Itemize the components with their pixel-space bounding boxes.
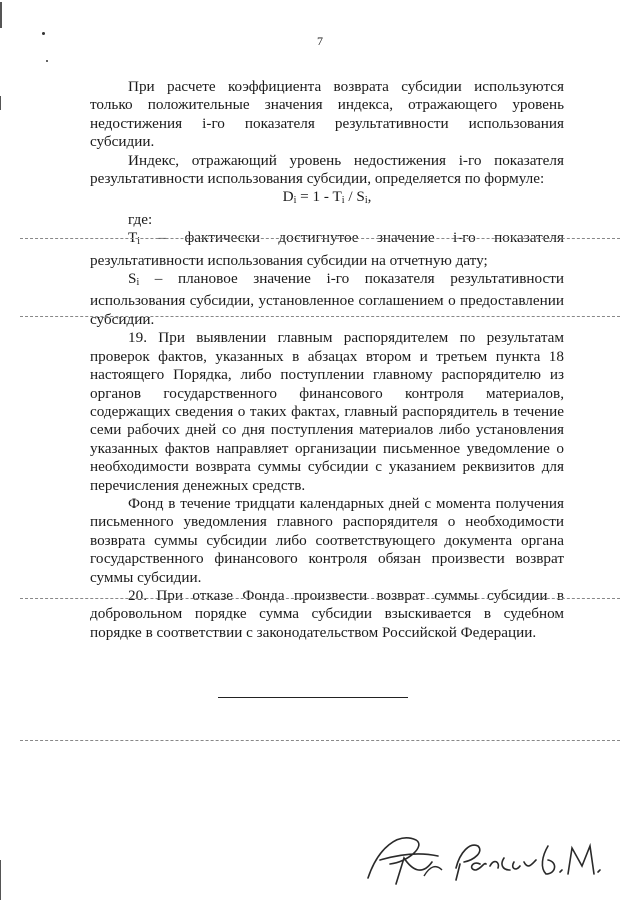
scan-speck (46, 60, 48, 62)
scan-edge-mark (0, 96, 1, 110)
formula: $D_i = 1 - T_i / S_i$, (282, 188, 372, 207)
paragraph-positive-values: При расчете коэффициента возврата субсидии используются только положительные значения индекса, отражающего уровень недостижения i-го показателя результативности использования субсидии. (90, 78, 564, 151)
paragraph-fund-return: Фонд в течение тридцати календарных дней с момента получения письменного уведомления главного распорядителя о необходимости возврата суммы субсидии либо соответствующего документа органа государственного финансового контроля обязан произвести возврат суммы субсидии. (90, 494, 564, 586)
end-rule (218, 697, 408, 698)
scan-edge-mark (0, 2, 2, 28)
definition-si: $S_i$ – плановое значение i-го показателя результативности использования субсидии, установленное соглашением о предоставлении субсидии. (90, 270, 564, 328)
scan-line-artifact (20, 238, 620, 239)
scan-line-artifact (20, 316, 620, 317)
body-text (90, 78, 564, 642)
paragraph-index-definition: Индекс, отражающий уровень недостижения i-го показателя результативности использования субсидии, определяется по формуле: (90, 151, 564, 188)
definition-ti: $T_i$ – фактически достигнутое значение i-го показателя результативности использования субсидии на отчетную дату; (90, 229, 564, 269)
scan-edge-mark (0, 860, 1, 900)
scan-line-artifact (20, 598, 620, 599)
paragraph-20: 20. При отказе Фонда произвести возврат суммы субсидии в добровольном порядке сумма субсидии взыскивается в судебном порядке в соответствии с законодательством Российской Федерации. (90, 586, 564, 641)
where-label: где: (128, 210, 153, 228)
scan-line-artifact (20, 740, 620, 741)
handwritten-signature (360, 818, 610, 890)
paragraph-19: 19. При выявлении главным распорядителем по результатам проверок фактов, указанных в абзацах втором и третьем пункта 18 настоящего Порядка, либо поступлении главному распорядителю из органов государственного финансового контроля материалов, содержащих сведения о таких фактах, главный распорядитель в течение семи рабочих дней со дня поступления материалов либо установления указанных фактов направляет организации письменное уведомление о необходимости возврата суммы субсидии с указанием реквизитов для перечисления денежных средств. (90, 329, 564, 494)
page-number: 7 (317, 34, 323, 48)
